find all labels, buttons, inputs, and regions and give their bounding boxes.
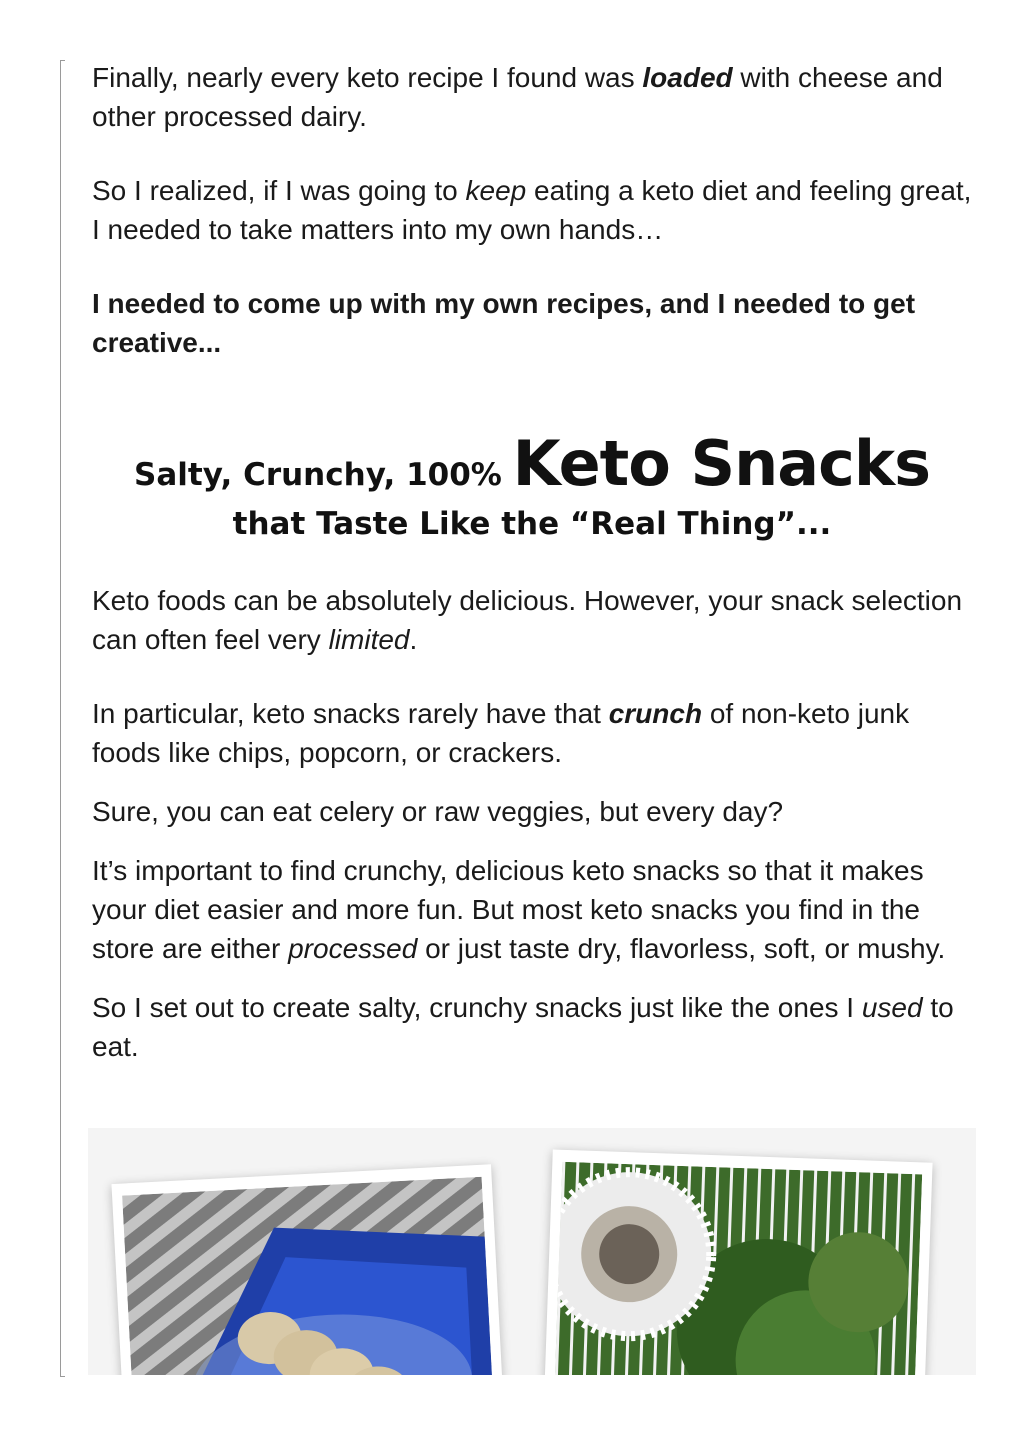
paragraph-limited: Keto foods can be absolutely delicious. However, your snack selection can often feel very limited. — [92, 585, 963, 655]
paragraph-realized: So I realized, if I was going to keep eating a keto diet and feeling great, I needed to take matters into my own hands… — [92, 175, 972, 245]
dehydrator-greens-image — [554, 1162, 923, 1375]
headline-big-text: Keto Snacks — [512, 427, 930, 500]
emphasis-crunch: crunch — [608, 698, 703, 729]
emphasis-processed: processed — [288, 933, 418, 964]
emphasis-used: used — [861, 992, 923, 1023]
headline-small-text: Salty, Crunchy, 100% — [134, 457, 502, 493]
paragraph-set-out: So I set out to create salty, crunchy snacks just like the ones I used to eat. — [92, 992, 954, 1062]
headline-subline: that Taste Like the “Real Thing”... — [232, 506, 832, 542]
emphasis-limited: limited — [328, 624, 410, 655]
paragraph-get-creative: I needed to come up with my own recipes, and I needed to get creative... — [92, 288, 916, 358]
paragraph-crunch: In particular, keto snacks rarely have that crunch of non-keto junk foods like chips, popcorn, or crackers. — [92, 698, 910, 768]
paragraph-celery: Sure, you can eat celery or raw veggies, but every day? — [92, 796, 784, 827]
photo-strip — [88, 1128, 976, 1375]
paragraph-store-snacks: It’s important to find crunchy, delicious keto snacks so that it makes your diet easier and more fun. But most keto snacks you find in the store are either processed or just taste dry, flavorless, soft, or mushy. — [92, 855, 946, 964]
left-margin-rule — [60, 60, 61, 1377]
photo-dehydrator-greens — [543, 1149, 932, 1375]
section-headline — [92, 427, 972, 543]
keto-slices-image — [122, 1177, 494, 1375]
paragraph-dairy: Finally, nearly every keto recipe I found was loaded with cheese and other processed dairy. — [92, 62, 943, 132]
article-body — [92, 58, 972, 1066]
emphasis-loaded: loaded — [642, 62, 733, 93]
emphasis-keep: keep — [465, 175, 527, 206]
photo-keto-slices — [111, 1164, 504, 1375]
